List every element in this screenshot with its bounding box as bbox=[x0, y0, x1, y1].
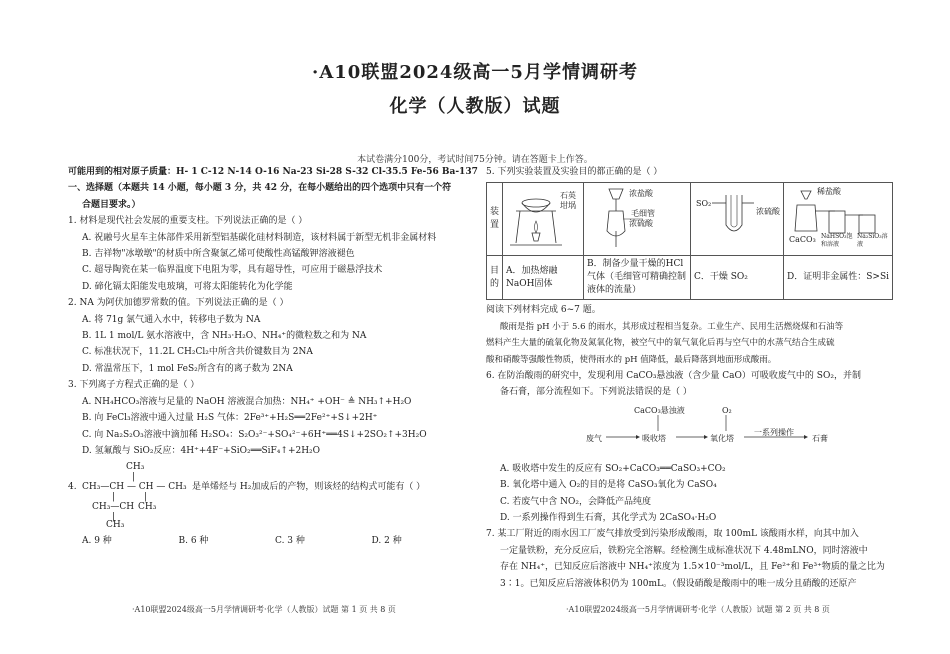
material-line1: 酸雨是指 pH 小于 5.6 的雨水，其形成过程相当复杂。工业生产、民用生活燃烧煤和石油等 bbox=[500, 321, 844, 332]
section1-heading-cont: 合题目要求。） bbox=[82, 199, 141, 210]
purpose-c: C．干燥 SO₂ bbox=[691, 256, 784, 300]
apparatus-d bbox=[784, 183, 893, 256]
q3-option-d: D. 氢氟酸与 SiO₂反应：4H⁺+4F⁻+SiO₂══SiF₄↑+2H₂O bbox=[82, 445, 321, 456]
q7-line4: 3∶1。已知反应后溶液体积仍为 100mL。（假设硝酸是酸雨中的唯一成分且硝酸的还原产 bbox=[500, 578, 857, 589]
apparatus-b bbox=[584, 183, 691, 256]
q4-option-c: C. 3 种 bbox=[275, 536, 305, 547]
apparatus-b-label2: 毛细管 bbox=[631, 209, 656, 219]
q4-bond-top: | bbox=[132, 472, 136, 483]
exam-title: ·A10联盟2024级高一5月学情调研考 bbox=[312, 62, 638, 83]
q4-options bbox=[68, 533, 468, 549]
q4-option-d: D. 2 种 bbox=[371, 536, 402, 547]
apparatus-d-label3: NaHSO₃饱和溶液 bbox=[821, 233, 853, 249]
atomic-masses: 可能用到的相对原子质量：H- 1 C-12 N-14 O-16 Na-23 Si-28 S-32 Cl-35.5 Fe-56 Ba-137 bbox=[68, 167, 478, 177]
q3-option-b: B. 向 FeCl₃溶液中通入过量 H₂S 气体：2Fe³⁺+H₂S══2Fe²⁺+S↓+2H⁺ bbox=[82, 413, 378, 424]
q2-option-b: B. 1L 1 mol/L 氨水溶液中，含 NH₃·H₂O、NH₄⁺的微粒数之和为 NA bbox=[82, 331, 367, 342]
flow-waste-gas: 废气 bbox=[586, 433, 602, 443]
q3-option-c: C. 向 Na₂S₂O₃溶液中滴加稀 H₂SO₄：S₂O₃²⁻+SO₄²⁻+6H⁺══4S↓+2SO₂↑+3H₂O bbox=[82, 429, 427, 440]
apparatus-a-label2: 坩埚 bbox=[560, 201, 577, 211]
exam-subtitle: 化学（人教版）试题 bbox=[389, 96, 561, 117]
q4-number: 4. bbox=[68, 482, 77, 493]
q6-option-d: D. 一系列操作得到生石膏，其化学式为 2CaSO₄·H₂O bbox=[500, 513, 717, 524]
q3-stem: 3. 下列离子方程式正确的是（ ） bbox=[68, 380, 200, 391]
apparatus-c-label2: 浓硫酸 bbox=[756, 207, 781, 217]
apparatus-a-label1: 石英 bbox=[560, 191, 577, 201]
u-tube-drying-icon bbox=[694, 185, 780, 251]
q2-option-c: C. 标准状况下，11.2L CH₂Cl₂中所含共价键数目为 2NA bbox=[82, 347, 313, 358]
apparatus-b-label3: 浓硫酸 bbox=[629, 219, 654, 229]
q6-option-a: A. 吸收塔中发生的反应有 SO₂+CaCO₃══CaSO₃+CO₂ bbox=[500, 463, 726, 474]
q1-option-a: A. 祝融号火星车主体部件采用新型铝基碳化硅材料制造，该材料属于新型无机非金属材料 bbox=[82, 232, 437, 243]
flow-oxidizer: 氧化塔 bbox=[710, 433, 734, 443]
flow-product: 石膏 bbox=[812, 433, 828, 443]
q2-stem: 2. NA 为阿伏加德罗常数的值。下列说法正确的是（ ） bbox=[68, 298, 289, 309]
q6-stem-line2: 备石膏，部分流程如下。下列说法错误的是（ ） bbox=[500, 387, 692, 398]
apparatus-a bbox=[503, 183, 584, 256]
q4-bond-bottom: | bbox=[112, 512, 116, 523]
material-line2: 燃料产生大量的硫氧化物及氮氧化物，被空气中的氧气氧化后再与空气中的水蒸气结合生成硫 bbox=[486, 338, 835, 349]
flow-process: 一系列操作 bbox=[754, 427, 794, 437]
q4-bond-mid2: | bbox=[144, 492, 148, 503]
q6-option-c: C. 若废气中含 NO₂，会降低产品纯度 bbox=[500, 496, 652, 507]
q6-stem-line1: 6. 在防治酸雨的研究中，发现利用 CaCO₃悬浊液（含少量 CaO）可吸收废气中的 SO₂，并制 bbox=[486, 371, 861, 382]
q5-table bbox=[486, 182, 893, 300]
q2-option-d: D. 常温常压下，1 mol FeS₂所含有的离子数为 2NA bbox=[82, 363, 293, 374]
flow-input-caco3: CaCO₃悬浊液 bbox=[634, 405, 685, 415]
q4-main-chain: CH₃—CH — CH — CH₃ bbox=[82, 482, 187, 493]
apparatus-c-label1: SO₂ bbox=[696, 199, 712, 209]
q3-option-a: A. NH₄HCO₃溶液与足量的 NaOH 溶液混合加热：NH₄⁺ +OH⁻ ≜ NH₃↑+H₂O bbox=[82, 396, 412, 407]
flow-input-o2: O₂ bbox=[722, 405, 732, 415]
q6-flowchart bbox=[486, 401, 891, 461]
q1-option-c: C. 超导陶瓷在某一临界温度下电阻为零，具有超导性，可应用于磁悬浮技术 bbox=[82, 265, 383, 276]
left-column bbox=[68, 164, 478, 550]
q1-option-b: B. 吉祥物"冰墩墩"的材质中所含聚氯乙烯可使酸性高锰酸钾溶液褪色 bbox=[82, 249, 355, 260]
q4-structure bbox=[68, 459, 468, 531]
q5-stem: 5. 下列实验装置及实验目的都正确的是（ ） bbox=[486, 167, 663, 177]
q6-option-b: B. 氧化塔中通入 O₂的目的是将 CaSO₃氧化为 CaSO₄ bbox=[500, 480, 717, 491]
q4-branch2: CH₃ bbox=[138, 502, 157, 513]
q4-stem: 是单烯烃与 H₂加成后的产物，则该烃的结构式可能有（ ） bbox=[192, 482, 426, 493]
q7-line2: 一定量铁粉，充分反应后，铁粉完全溶解。经检测生成标准状况下 4.48mLNO，同时溶液中 bbox=[500, 545, 868, 556]
apparatus-d-label4: Na₂SiO₃溶液 bbox=[857, 233, 888, 249]
purpose-d: D．证明非金属性：S>Si bbox=[784, 256, 893, 300]
footer-page2: ·A10联盟2024级高一5月学情调研考·化学（人教版）试题 第 2 页 共 8 页 bbox=[566, 605, 830, 614]
q4-option-b: B. 6 种 bbox=[178, 536, 209, 547]
q7-line1: 7. 某工厂附近的雨水因工厂废气排放受到污染形成酸雨，取 100mL 该酸雨水样，向其中加入 bbox=[486, 529, 859, 540]
apparatus-b-label1: 浓盐酸 bbox=[629, 189, 654, 199]
q2-option-a: A. 将 71g 氯气通入水中，转移电子数为 NA bbox=[82, 314, 261, 325]
q4-ch3-top: CH₃ bbox=[126, 462, 145, 473]
purpose-b: B．制备少量干燥的HCl气体（毛细管可精确控制液体的流量） bbox=[584, 256, 691, 300]
material-line3: 酸和硝酸等强酸性物质，使得雨水的 pH 值降低，最后降落到地面形成酸雨。 bbox=[486, 354, 777, 365]
purpose-a: A．加热熔融 NaOH固体 bbox=[503, 256, 584, 300]
q1-option-d: D. 碲化镉太阳能发电玻璃，可将太阳能转化为化学能 bbox=[82, 281, 293, 292]
flow-arrows bbox=[486, 401, 891, 461]
apparatus-d-label1: 稀盐酸 bbox=[817, 187, 842, 197]
apparatus-c bbox=[691, 183, 784, 256]
table-row-label-purpose: 目的 bbox=[487, 256, 503, 300]
q4-ch3-bottom: CH₃ bbox=[106, 520, 125, 531]
reading-intro: 阅读下列材料完成 6~7 题。 bbox=[486, 305, 601, 316]
footer-page1: ·A10联盟2024级高一5月学情调研考·化学（人教版）试题 第 1 页 共 8 页 bbox=[132, 605, 396, 614]
table-row-label-apparatus: 装置 bbox=[487, 183, 503, 256]
q7-line3: 存在 NH₄⁺，已知反应后溶液中 NH₄⁺浓度为 1.5×10⁻³mol/L，且 Fe²⁺和 Fe³⁺物质的量之比为 bbox=[500, 562, 885, 573]
q1-stem: 1. 材料是现代社会发展的重要支柱。下列说法正确的是（ ） bbox=[68, 216, 308, 227]
right-column bbox=[486, 164, 891, 592]
exam-note: 本试卷满分100分，考试时间75分钟。请在答题卡上作答。 bbox=[357, 155, 593, 165]
q4-branch1: CH₃—CH bbox=[92, 502, 135, 513]
apparatus-d-label2: CaCO₃ bbox=[789, 235, 816, 245]
q4-bond-mid1: | bbox=[112, 492, 116, 503]
flow-absorber: 吸收塔 bbox=[642, 433, 666, 443]
section1-heading: 一、选择题（本题共 14 小题，每小题 3 分，共 42 分，在每小题给出的四个选项中只有一个符 bbox=[68, 183, 452, 194]
q4-option-a: A. 9 种 bbox=[82, 536, 112, 547]
